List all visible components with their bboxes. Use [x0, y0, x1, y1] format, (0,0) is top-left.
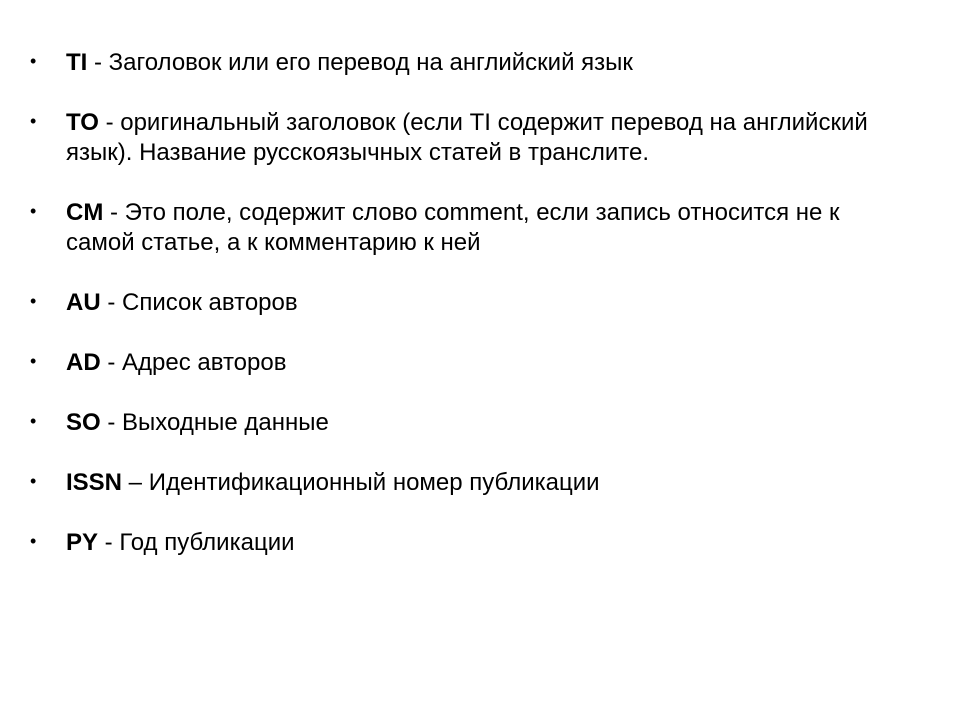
separator: - [98, 109, 121, 136]
field-list [30, 48, 910, 558]
field-code: AU [66, 289, 101, 316]
field-description: Заголовок или его перевод на английский язык [108, 49, 633, 76]
field-code: ISSN [66, 469, 123, 496]
field-code: CM [66, 199, 104, 226]
bullet-icon: • [30, 471, 37, 491]
separator: - [100, 409, 123, 436]
list-item-ti [30, 48, 910, 78]
bullet-icon: • [30, 351, 37, 371]
separator: – [122, 469, 149, 496]
bullet-icon: • [30, 531, 37, 551]
field-description: Выходные данные [122, 409, 329, 436]
list-item-to [30, 108, 910, 168]
list-item-ad [30, 348, 910, 378]
list-item-py [30, 528, 910, 558]
separator: - [100, 349, 122, 376]
list-item-so [30, 408, 910, 438]
separator: - [87, 49, 109, 76]
separator: - [103, 199, 125, 226]
field-description: Год публикации [119, 529, 295, 556]
field-description: оригинальный заголовок (если TI содержит перевод на английский язык). Название русскоязычных статей в транслите. [66, 109, 868, 166]
separator: - [98, 529, 120, 556]
list-item-cm [30, 198, 910, 258]
field-description: Адрес авторов [122, 349, 287, 376]
bullet-icon: • [30, 51, 37, 71]
list-item-au [30, 288, 910, 318]
bullet-icon: • [30, 291, 37, 311]
bullet-icon: • [30, 111, 37, 131]
bullet-icon: • [30, 411, 37, 431]
field-description: Это поле, содержит слово comment, если запись относится не к самой статье, а к комментарию к ней [66, 199, 840, 256]
field-code: SO [66, 409, 101, 436]
bullet-icon: • [30, 201, 37, 221]
field-code: AD [66, 349, 101, 376]
list-item-issn [30, 468, 910, 498]
separator: - [100, 289, 122, 316]
field-description: Список авторов [122, 289, 298, 316]
field-description: Идентификационный номер публикации [148, 469, 600, 496]
field-code: TO [66, 109, 99, 136]
field-code: TI [66, 49, 88, 76]
field-code: PY [66, 529, 99, 556]
